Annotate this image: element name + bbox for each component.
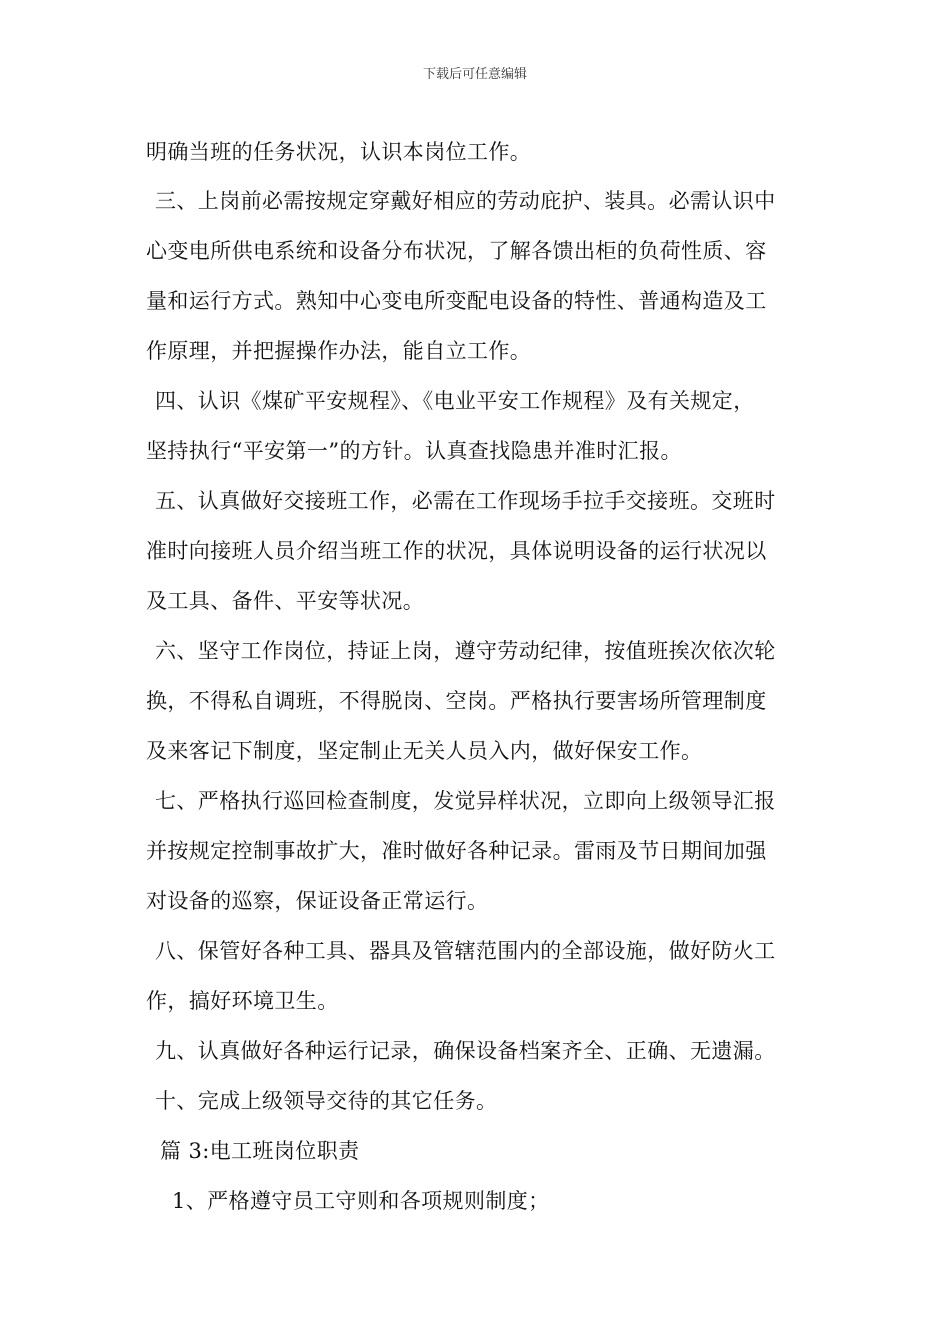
paragraph-line: 及工具、备件、平安等状况。 (146, 589, 425, 613)
paragraph-line: 作，搞好环境卫生。 (146, 989, 339, 1013)
paragraph-line: 明确当班的任务状况，认识本岗位工作。 (146, 140, 532, 164)
paragraph-line: 准时向接班人员介绍当班工作的状况，具体说明设备的运行状况以 (146, 539, 767, 563)
paragraph-line: 七、严格执行巡回检查制度，发觉异样状况，立即向上级领导汇报 (155, 789, 776, 813)
paragraph-line: 换，不得私自调班，不得脱岗、空岗。严格执行要害场所管理制度 (146, 689, 767, 713)
paragraph-line: 坚持执行“平安第一”的方针。认真查找隐患并准时汇报。 (146, 439, 682, 463)
paragraph-line: 心变电所供电系统和设备分布状况，了解各馈出柜的负荷性质、容 (146, 239, 767, 263)
page-header: 下载后可任意编辑 (422, 67, 527, 82)
paragraph-line: 四、认识《煤矿平安规程》、《电业平安工作规程》及有关规定， (155, 389, 755, 413)
paragraph-line: 十、完成上级领导交待的其它任务。 (155, 1089, 498, 1113)
section-heading: 篇 3:电工班岗位职责 (160, 1139, 360, 1163)
paragraph-line: 量和运行方式。熟知中心变电所变配电设备的特性、普通构造及工 (146, 289, 767, 313)
paragraph-line: 八、保管好各种工具、器具及管辖范围内的全部设施，做好防火工 (155, 939, 776, 963)
paragraph-line: 作原理，并把握操作办法，能自立工作。 (146, 339, 532, 363)
paragraph-line: 对设备的巡察，保证设备正常运行。 (146, 889, 489, 913)
paragraph-line: 六、坚守工作岗位，持证上岗，遵守劳动纪律，按值班挨次依次轮 (155, 639, 776, 663)
paragraph-line: 五、认真做好交接班工作，必需在工作现场手拉手交接班。交班时 (155, 489, 776, 513)
paragraph-line: 1、严格遵守员工守则和各项规则制度； (172, 1189, 550, 1213)
paragraph-line: 九、认真做好各种运行记录，确保设备档案齐全、正确、无遗漏。 (155, 1039, 776, 1063)
paragraph-line: 并按规定控制事故扩大，准时做好各种记录。雷雨及节日期间加强 (146, 839, 767, 863)
paragraph-line: 三、上岗前必需按规定穿戴好相应的劳动庇护、装具。必需认识中 (155, 189, 776, 213)
paragraph-line: 及来客记下制度，坚定制止无关人员入内，做好保安工作。 (146, 739, 703, 763)
